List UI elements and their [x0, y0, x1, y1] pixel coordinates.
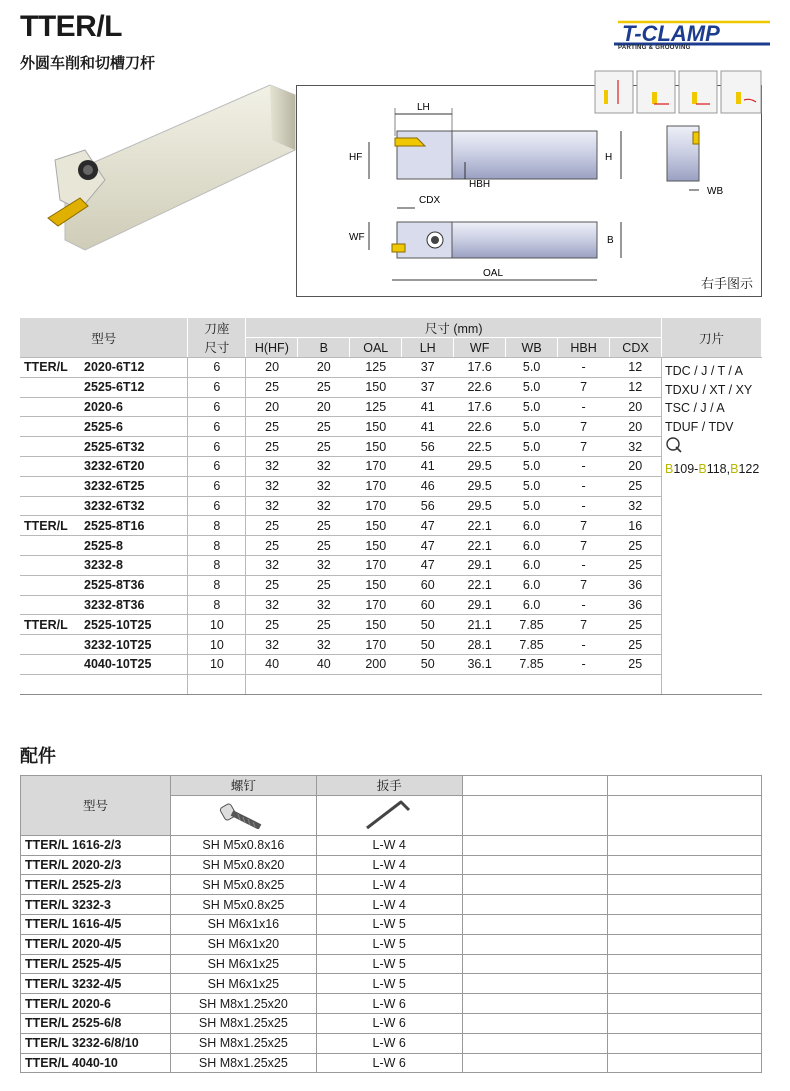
dimension-cell: 6.0 — [506, 536, 558, 556]
dimension-cell: 7 — [558, 417, 610, 437]
dimension-cell: 7 — [558, 536, 610, 556]
dimension-cell: 50 — [402, 655, 454, 675]
dimension-cell: 32 — [246, 595, 298, 615]
acc-screw-cell: SH M8x1.25x25 — [170, 1013, 316, 1033]
holder-size-cell: 8 — [188, 536, 246, 556]
wrench-icon — [316, 795, 462, 835]
model-code: 2525-8T36 — [84, 578, 145, 593]
accessory-row — [21, 1033, 762, 1053]
dimension-cell: 25 — [298, 536, 350, 556]
table-row — [20, 377, 762, 397]
holder-size-cell: 10 — [188, 615, 246, 635]
label-wf: WF — [349, 232, 365, 243]
label-lh: LH — [417, 102, 430, 113]
dimension-cell: 25 — [298, 417, 350, 437]
header-col-wf: WF — [454, 338, 506, 358]
dimension-cell: 5.0 — [506, 358, 558, 378]
dimension-cell: 50 — [402, 635, 454, 655]
model-cell — [20, 377, 188, 397]
model-prefix: TTER/L — [24, 617, 68, 632]
acc-model-cell: TTER/L 3232-3 — [21, 895, 171, 915]
logo-text: T-CLAMP — [622, 21, 720, 46]
model-cell — [20, 496, 188, 516]
model-cell — [20, 536, 188, 556]
dimension-cell: 28.1 — [454, 635, 506, 655]
table-row — [20, 358, 762, 378]
holder-size-cell: 6 — [188, 437, 246, 457]
accessory-row — [21, 1013, 762, 1033]
header-model: 型号 — [20, 318, 188, 358]
page-ref-part: 109- — [673, 461, 699, 476]
model-code: 2525-8T16 — [84, 518, 145, 533]
right-hand-note: 右手图示 — [700, 276, 753, 291]
acc-wrench-cell: L-W 5 — [316, 934, 462, 954]
dimension-cell: 47 — [402, 536, 454, 556]
model-code: 3232-8 — [84, 558, 123, 573]
dimension-cell: - — [558, 358, 610, 378]
acc-screw-cell: SH M5x0.8x25 — [170, 895, 316, 915]
table-row — [20, 437, 762, 457]
dimension-cell: 7.85 — [506, 655, 558, 675]
model-code: 3232-8T36 — [84, 598, 145, 613]
page-reference — [665, 460, 760, 479]
accessory-row — [21, 875, 762, 895]
dimension-cell: 22.6 — [454, 377, 506, 397]
page-subtitle: 外圆车削和切槽刀杆 — [20, 55, 156, 72]
dimension-cell: 170 — [350, 496, 402, 516]
page-ref-part: 118, — [706, 461, 731, 476]
acc-screw-cell: SH M6x1x16 — [170, 914, 316, 934]
dimension-cell: 21.1 — [454, 615, 506, 635]
header-dimensions: 尺寸 (mm) — [246, 318, 662, 338]
holder-size-cell: 6 — [188, 358, 246, 378]
acc-screw-cell: SH M5x0.8x16 — [170, 835, 316, 855]
dimension-cell: 32 — [610, 437, 662, 457]
dimension-cell: 46 — [402, 476, 454, 496]
dimension-cell: 150 — [350, 536, 402, 556]
table-row — [20, 575, 762, 595]
acc-wrench-cell: L-W 4 — [316, 875, 462, 895]
table-row — [20, 615, 762, 635]
model-code: 2525-6T12 — [84, 380, 145, 395]
dimension-cell: 32 — [610, 496, 662, 516]
accessory-row — [21, 855, 762, 875]
holder-size-cell: 6 — [188, 496, 246, 516]
dimension-cell: 41 — [402, 457, 454, 477]
acc-screw-cell: SH M6x1x25 — [170, 954, 316, 974]
dimension-cell: 50 — [402, 615, 454, 635]
model-code: 2525-10T25 — [84, 617, 152, 632]
dimension-cell: 16 — [610, 516, 662, 536]
model-code: 2525-6T32 — [84, 439, 145, 454]
model-cell — [20, 417, 188, 437]
dimension-cell: - — [558, 595, 610, 615]
dimension-cell: 5.0 — [506, 476, 558, 496]
dimension-cell: 22.1 — [454, 516, 506, 536]
acc-screw-cell: SH M5x0.8x20 — [170, 855, 316, 875]
dimension-cell: 32 — [246, 496, 298, 516]
dimension-cell: 47 — [402, 516, 454, 536]
dimension-cell: 150 — [350, 417, 402, 437]
dimension-cell: 5.0 — [506, 457, 558, 477]
dimension-cell: 25 — [610, 635, 662, 655]
acc-model-cell: TTER/L 4040-10 — [21, 1053, 171, 1073]
dimension-cell: 32 — [298, 476, 350, 496]
model-cell — [20, 358, 188, 378]
model-code: 3232-6T32 — [84, 499, 145, 514]
header-col-oal: OAL — [350, 338, 402, 358]
table-row — [20, 457, 762, 477]
header-holder-bottom: 尺寸 — [188, 338, 246, 358]
screw-icon — [170, 795, 316, 835]
dimension-cell: 5.0 — [506, 397, 558, 417]
acc-wrench-cell: L-W 4 — [316, 855, 462, 875]
dimension-cell: 60 — [402, 575, 454, 595]
dimension-cell: 36 — [610, 595, 662, 615]
header-col-cdx: CDX — [610, 338, 662, 358]
header-insert: 刀片 — [661, 318, 761, 358]
logo-subtext: PARTING & GROOVING — [618, 45, 691, 51]
holder-size-cell: 6 — [188, 397, 246, 417]
dimension-cell: 36 — [610, 575, 662, 595]
dimension-cell: 47 — [402, 556, 454, 576]
dimension-cell: 32 — [298, 635, 350, 655]
dimension-cell: 25 — [298, 437, 350, 457]
dimension-cell: 12 — [610, 358, 662, 378]
dimension-cell: 20 — [610, 417, 662, 437]
dimension-cell: 32 — [298, 556, 350, 576]
dimension-cell: 25 — [298, 575, 350, 595]
acc-header-model: 型号 — [21, 776, 171, 836]
dimension-cell: 25 — [246, 536, 298, 556]
dimension-cell: 25 — [610, 476, 662, 496]
dimension-cell: 20 — [246, 397, 298, 417]
insert-item: TSC / J / A — [664, 401, 725, 416]
acc-wrench-cell: L-W 6 — [316, 1033, 462, 1053]
header-col-hbh: HBH — [558, 338, 610, 358]
holder-size-cell: 6 — [188, 377, 246, 397]
table-row-empty — [20, 674, 762, 694]
dimension-cell: 170 — [350, 476, 402, 496]
dimension-cell: 32 — [246, 476, 298, 496]
dimension-cell: 32 — [246, 457, 298, 477]
model-cell — [20, 457, 188, 477]
dimension-cell: 41 — [402, 397, 454, 417]
dimension-cell: 37 — [402, 358, 454, 378]
dimension-cell: 25 — [246, 516, 298, 536]
model-cell — [20, 437, 188, 457]
dimension-cell: 150 — [350, 516, 402, 536]
model-code: 2020-6T12 — [84, 360, 145, 375]
dimension-cell: 40 — [298, 655, 350, 675]
accessory-row — [21, 934, 762, 954]
header-col-lh: LH — [402, 338, 454, 358]
header-col-wb: WB — [506, 338, 558, 358]
dimension-cell: 25 — [610, 556, 662, 576]
acc-wrench-cell: L-W 4 — [316, 835, 462, 855]
dimension-cell: 6.0 — [506, 595, 558, 615]
acc-model-cell: TTER/L 1616-4/5 — [21, 914, 171, 934]
dimension-cell: 7 — [558, 377, 610, 397]
acc-wrench-cell: L-W 5 — [316, 914, 462, 934]
dimension-cell: 25 — [610, 615, 662, 635]
dimension-cell: 25 — [610, 536, 662, 556]
acc-wrench-cell: L-W 4 — [316, 895, 462, 915]
holder-size-cell: 10 — [188, 655, 246, 675]
model-code: 3232-6T25 — [84, 479, 145, 494]
specification-table — [20, 318, 762, 695]
dimension-cell: 7 — [558, 516, 610, 536]
dimension-cell: 17.6 — [454, 397, 506, 417]
acc-model-cell: TTER/L 2525-2/3 — [21, 875, 171, 895]
label-hbh: HBH — [469, 179, 491, 190]
acc-header-screw: 螺钉 — [170, 776, 316, 796]
dimension-cell: - — [558, 655, 610, 675]
acc-model-cell: TTER/L 3232-6/8/10 — [21, 1033, 171, 1053]
dimension-cell: 7 — [558, 437, 610, 457]
page-ref-part: B — [698, 461, 707, 476]
acc-wrench-cell: L-W 5 — [316, 954, 462, 974]
holder-size-cell: 10 — [188, 635, 246, 655]
accessory-row — [21, 895, 762, 915]
acc-screw-cell: SH M8x1.25x20 — [170, 994, 316, 1014]
table-row — [20, 496, 762, 516]
table-row — [20, 516, 762, 536]
dimension-cell: 170 — [350, 635, 402, 655]
model-cell — [20, 595, 188, 615]
accessory-row — [21, 914, 762, 934]
dimension-cell: 32 — [298, 496, 350, 516]
dimension-cell: 25 — [246, 615, 298, 635]
holder-size-cell: 8 — [188, 516, 246, 536]
accessories-title: 配件 — [20, 746, 56, 766]
accessory-row — [21, 994, 762, 1014]
model-cell — [20, 556, 188, 576]
table-row — [20, 655, 762, 675]
label-cdx: CDX — [419, 195, 441, 206]
accessory-row — [21, 954, 762, 974]
acc-wrench-cell: L-W 6 — [316, 1013, 462, 1033]
dimension-cell: 170 — [350, 457, 402, 477]
dimension-cell: 200 — [350, 655, 402, 675]
page-title: TTER/L — [20, 10, 122, 43]
dimension-cell: 41 — [402, 417, 454, 437]
dimension-cell: 7.85 — [506, 635, 558, 655]
dimension-cell: 20 — [298, 397, 350, 417]
dimension-cell: - — [558, 635, 610, 655]
dimension-cell: 25 — [246, 575, 298, 595]
dimension-cell: 7 — [558, 575, 610, 595]
page-ref-part: B — [730, 461, 739, 476]
dimension-cell: 25 — [610, 655, 662, 675]
dimension-cell: 29.5 — [454, 476, 506, 496]
accessory-row — [21, 1053, 762, 1073]
holder-size-cell: 6 — [188, 457, 246, 477]
model-cell — [20, 516, 188, 536]
acc-screw-cell: SH M5x0.8x25 — [170, 875, 316, 895]
label-h: H — [605, 152, 613, 163]
acc-model-cell: TTER/L 2525-4/5 — [21, 954, 171, 974]
model-cell — [20, 635, 188, 655]
model-code: 4040-10T25 — [84, 657, 152, 672]
acc-model-cell: TTER/L 3232-4/5 — [21, 974, 171, 994]
dimension-cell: 29.1 — [454, 595, 506, 615]
model-cell — [20, 615, 188, 635]
dimension-cell: 29.5 — [454, 457, 506, 477]
dimension-cell: 20 — [610, 397, 662, 417]
acc-screw-cell: SH M8x1.25x25 — [170, 1053, 316, 1073]
acc-model-cell: TTER/L 1616-2/3 — [21, 835, 171, 855]
dimension-cell: 22.6 — [454, 417, 506, 437]
label-b: B — [607, 235, 614, 246]
dimension-cell: 7 — [558, 615, 610, 635]
accessories-body — [21, 835, 762, 1073]
label-oal: OAL — [483, 268, 504, 279]
model-cell — [20, 575, 188, 595]
dimension-cell: 22.1 — [454, 575, 506, 595]
insert-item: TDXU / XT / XY — [664, 382, 753, 397]
header-col-b: B — [298, 338, 350, 358]
table-row — [20, 536, 762, 556]
model-cell — [20, 655, 188, 675]
dimension-cell: 150 — [350, 575, 402, 595]
label-wb: WB — [707, 186, 724, 197]
dimension-cell: 150 — [350, 615, 402, 635]
dimension-cell: 25 — [246, 377, 298, 397]
dimension-cell: 37 — [402, 377, 454, 397]
dimension-cell: 32 — [298, 595, 350, 615]
dimension-cell: 150 — [350, 437, 402, 457]
holder-size-cell: 8 — [188, 595, 246, 615]
dimension-cell: 150 — [350, 377, 402, 397]
acc-screw-cell: SH M6x1x25 — [170, 974, 316, 994]
dimension-drawing — [296, 85, 762, 297]
header-holder-top: 刀座 — [188, 318, 246, 338]
holder-size-cell: 6 — [188, 417, 246, 437]
accessory-row — [21, 835, 762, 855]
acc-screw-cell: SH M6x1x20 — [170, 934, 316, 954]
dimension-cell: 25 — [246, 417, 298, 437]
dimension-cell: 25 — [246, 437, 298, 457]
acc-screw-cell: SH M8x1.25x25 — [170, 1033, 316, 1053]
dimension-cell: 22.5 — [454, 437, 506, 457]
dimension-cell: 125 — [350, 397, 402, 417]
acc-model-cell: TTER/L 2525-6/8 — [21, 1013, 171, 1033]
dimension-cell: - — [558, 397, 610, 417]
model-code: 2525-8 — [84, 538, 123, 553]
dimension-cell: 17.6 — [454, 358, 506, 378]
acc-wrench-cell: L-W 5 — [316, 974, 462, 994]
dimension-cell: 56 — [402, 437, 454, 457]
insert-list-cell — [661, 358, 761, 695]
dimension-cell: 5.0 — [506, 377, 558, 397]
dimension-cell: 29.1 — [454, 556, 506, 576]
holder-size-cell: 6 — [188, 476, 246, 496]
dimension-cell: 5.0 — [506, 496, 558, 516]
dimension-cell: - — [558, 457, 610, 477]
page-ref-part: 122 — [738, 461, 760, 476]
dimension-cell: 7.85 — [506, 615, 558, 635]
model-code: 2020-6 — [84, 400, 123, 415]
holder-size-cell: 8 — [188, 575, 246, 595]
dimension-cell: 6.0 — [506, 516, 558, 536]
model-prefix: TTER/L — [24, 518, 68, 533]
table-row — [20, 417, 762, 437]
dimension-cell: 170 — [350, 595, 402, 615]
specification-body — [20, 358, 762, 695]
insert-item: TDC / J / T / A — [664, 364, 744, 379]
dimension-cell: 25 — [298, 377, 350, 397]
catalog-icon — [665, 436, 760, 460]
holder-size-cell: 8 — [188, 556, 246, 576]
dimension-cell: 12 — [610, 377, 662, 397]
accessories-table — [20, 775, 762, 1073]
model-code: 3232-6T20 — [84, 459, 145, 474]
acc-wrench-cell: L-W 6 — [316, 1053, 462, 1073]
header-col-h: H(HF) — [246, 338, 298, 358]
dimension-cell: 25 — [298, 615, 350, 635]
application-thumbnails — [594, 70, 762, 115]
accessory-row — [21, 974, 762, 994]
model-prefix: TTER/L — [24, 360, 68, 375]
dimension-cell: - — [558, 556, 610, 576]
acc-model-cell: TTER/L 2020-2/3 — [21, 855, 171, 875]
dimension-cell: 22.1 — [454, 536, 506, 556]
dimension-cell: 125 — [350, 358, 402, 378]
dimension-cell: 25 — [298, 516, 350, 536]
table-row — [20, 397, 762, 417]
model-cell — [20, 397, 188, 417]
dimension-cell: 32 — [246, 635, 298, 655]
dimension-cell: 40 — [246, 655, 298, 675]
dimension-cell: 5.0 — [506, 417, 558, 437]
dimension-cell: 36.1 — [454, 655, 506, 675]
table-row — [20, 556, 762, 576]
insert-item: TDUF / TDV — [664, 419, 734, 434]
dimension-cell: 60 — [402, 595, 454, 615]
dimension-cell: 32 — [246, 556, 298, 576]
page-ref-part: B — [664, 461, 674, 476]
model-code: 3232-10T25 — [84, 637, 152, 652]
table-row — [20, 476, 762, 496]
dimension-cell: 170 — [350, 556, 402, 576]
dimension-cell: 29.5 — [454, 496, 506, 516]
dimension-cell: 56 — [402, 496, 454, 516]
label-hf: HF — [349, 152, 363, 163]
acc-wrench-cell: L-W 6 — [316, 994, 462, 1014]
dimension-cell: 6.0 — [506, 575, 558, 595]
dimension-cell: - — [558, 476, 610, 496]
dimension-cell: 20 — [610, 457, 662, 477]
dimension-cell: 6.0 — [506, 556, 558, 576]
acc-header-wrench: 扳手 — [316, 776, 462, 796]
dimension-cell: 20 — [246, 358, 298, 378]
dimension-cell: 20 — [298, 358, 350, 378]
tool-holder-photo — [40, 80, 300, 270]
acc-model-cell: TTER/L 2020-6 — [21, 994, 171, 1014]
model-code: 2525-6 — [84, 419, 123, 434]
acc-model-cell: TTER/L 2020-4/5 — [21, 934, 171, 954]
dimension-cell: 5.0 — [506, 437, 558, 457]
dimension-cell: 32 — [298, 457, 350, 477]
model-cell — [20, 476, 188, 496]
table-row — [20, 635, 762, 655]
table-row — [20, 595, 762, 615]
dimension-cell: - — [558, 496, 610, 516]
